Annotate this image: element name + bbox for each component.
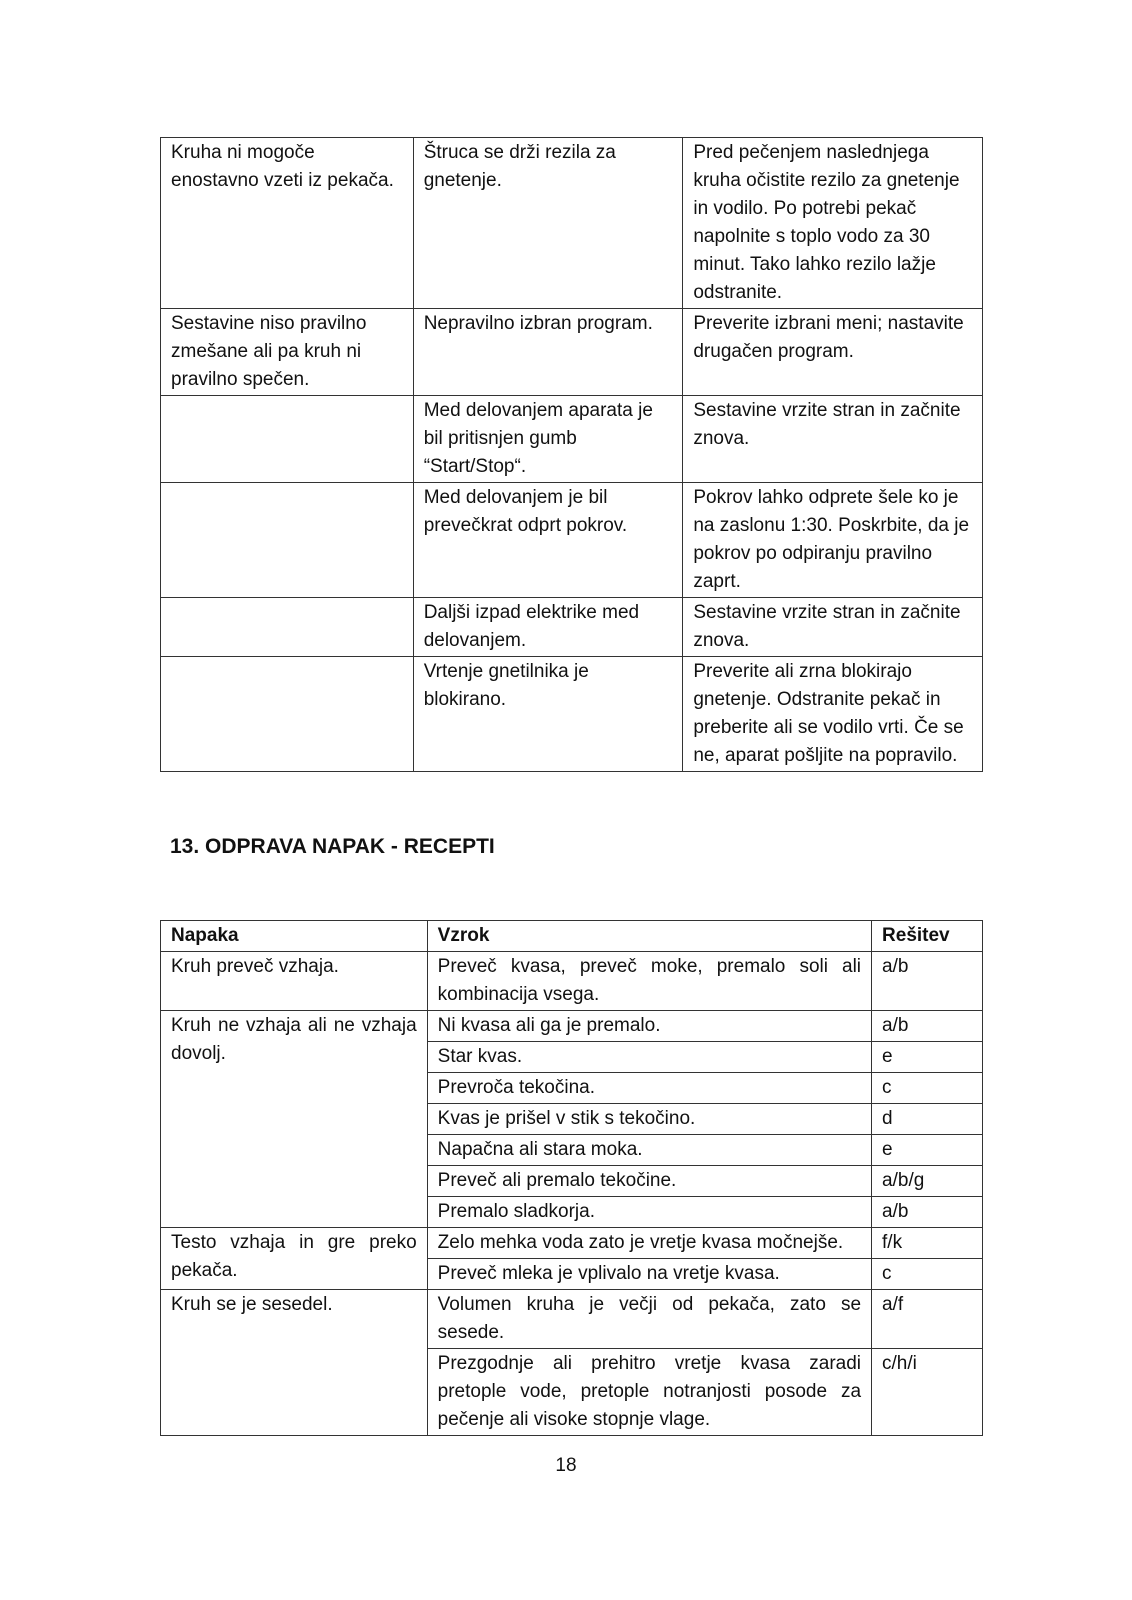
resitev-cell: c [872,1259,983,1290]
resitev-cell: e [872,1042,983,1073]
vzrok-cell: Premalo sladkorja. [427,1197,871,1228]
solution-cell: Pokrov lahko odprete šele ko je na zaslonu 1:30. Poskrbite, da je pokrov po odpiranju pravilno zaprt. [683,483,983,598]
solution-cell: Pred pečenjem naslednjega kruha očistite rezilo za gnetenje in vodilo. Po potrebi pekač napolnite s toplo vodo za 30 minut. Tako lahko rezilo lažje odstranite. [683,138,983,309]
cause-cell: Vrtenje gnetilnika je blokirano. [413,657,683,772]
header-vzrok: Vzrok [427,921,871,952]
napaka-cell: Kruh se je sesedel. [161,1290,428,1436]
napaka-cell: Kruh preveč vzhaja. [161,952,428,1011]
resitev-cell: c/h/i [872,1349,983,1436]
table-row [161,396,983,483]
cause-cell: Daljši izpad elektrike med delovanjem. [413,598,683,657]
table-row [161,483,983,598]
solution-cell: Preverite izbrani meni; nastavite drugačen program. [683,309,983,396]
problem-cell [161,598,414,657]
problem-cell [161,483,414,598]
vzrok-cell: Kvas je prišel v stik s tekočino. [427,1104,871,1135]
vzrok-cell: Star kvas. [427,1042,871,1073]
troubleshooting-table [160,137,983,772]
vzrok-cell: Zelo mehka voda zato je vretje kvasa močnejše. [427,1228,871,1259]
cause-cell: Nepravilno izbran program. [413,309,683,396]
table-row [161,657,983,772]
vzrok-cell: Volumen kruha je večji od pekača, zato se sesede. [427,1290,871,1349]
table-row [161,1228,983,1259]
header-napaka: Napaka [161,921,428,952]
cause-cell: Med delovanjem aparata je bil pritisnjen gumb “Start/Stop“. [413,396,683,483]
vzrok-cell: Preveč kvasa, preveč moke, premalo soli ali kombinacija vsega. [427,952,871,1011]
cause-cell: Štruca se drži rezila za gnetenje. [413,138,683,309]
table-row [161,952,983,1011]
table-row [161,1290,983,1349]
resitev-cell: a/b/g [872,1166,983,1197]
table-row [161,1011,983,1042]
recipe-troubleshooting-table [160,920,983,1436]
resitev-cell: a/f [872,1290,983,1349]
table-header-row [161,921,983,952]
section-heading: 13. ODPRAVA NAPAK - RECEPTI [170,835,495,858]
cause-cell: Med delovanjem je bil prevečkrat odprt pokrov. [413,483,683,598]
table-row [161,598,983,657]
solution-cell: Sestavine vrzite stran in začnite znova. [683,396,983,483]
napaka-cell: Testo vzhaja in gre preko pekača. [161,1228,428,1290]
table-row [161,309,983,396]
problem-cell [161,396,414,483]
solution-cell: Sestavine vrzite stran in začnite znova. [683,598,983,657]
problem-cell: Sestavine niso pravilno zmešane ali pa kruh ni pravilno spečen. [161,309,414,396]
resitev-cell: a/b [872,952,983,1011]
vzrok-cell: Napačna ali stara moka. [427,1135,871,1166]
problem-cell [161,657,414,772]
problem-cell: Kruha ni mogoče enostavno vzeti iz pekača. [161,138,414,309]
resitev-cell: f/k [872,1228,983,1259]
resitev-cell: d [872,1104,983,1135]
solution-cell: Preverite ali zrna blokirajo gnetenje. Odstranite pekač in preberite ali se vodilo vrti. Če se ne, aparat pošljite na popravilo. [683,657,983,772]
vzrok-cell: Preveč mleka je vplivalo na vretje kvasa. [427,1259,871,1290]
resitev-cell: a/b [872,1011,983,1042]
napaka-cell: Kruh ne vzhaja ali ne vzhaja dovolj. [161,1011,428,1228]
vzrok-cell: Prezgodnje ali prehitro vretje kvasa zaradi pretople vode, pretople notranjosti posode za pečenje ali visoke stopnje vlage. [427,1349,871,1436]
resitev-cell: c [872,1073,983,1104]
resitev-cell: e [872,1135,983,1166]
header-resitev: Rešitev [872,921,983,952]
vzrok-cell: Prevroča tekočina. [427,1073,871,1104]
resitev-cell: a/b [872,1197,983,1228]
vzrok-cell: Ni kvasa ali ga je premalo. [427,1011,871,1042]
page-number: 18 [555,1455,577,1476]
vzrok-cell: Preveč ali premalo tekočine. [427,1166,871,1197]
table-row [161,138,983,309]
